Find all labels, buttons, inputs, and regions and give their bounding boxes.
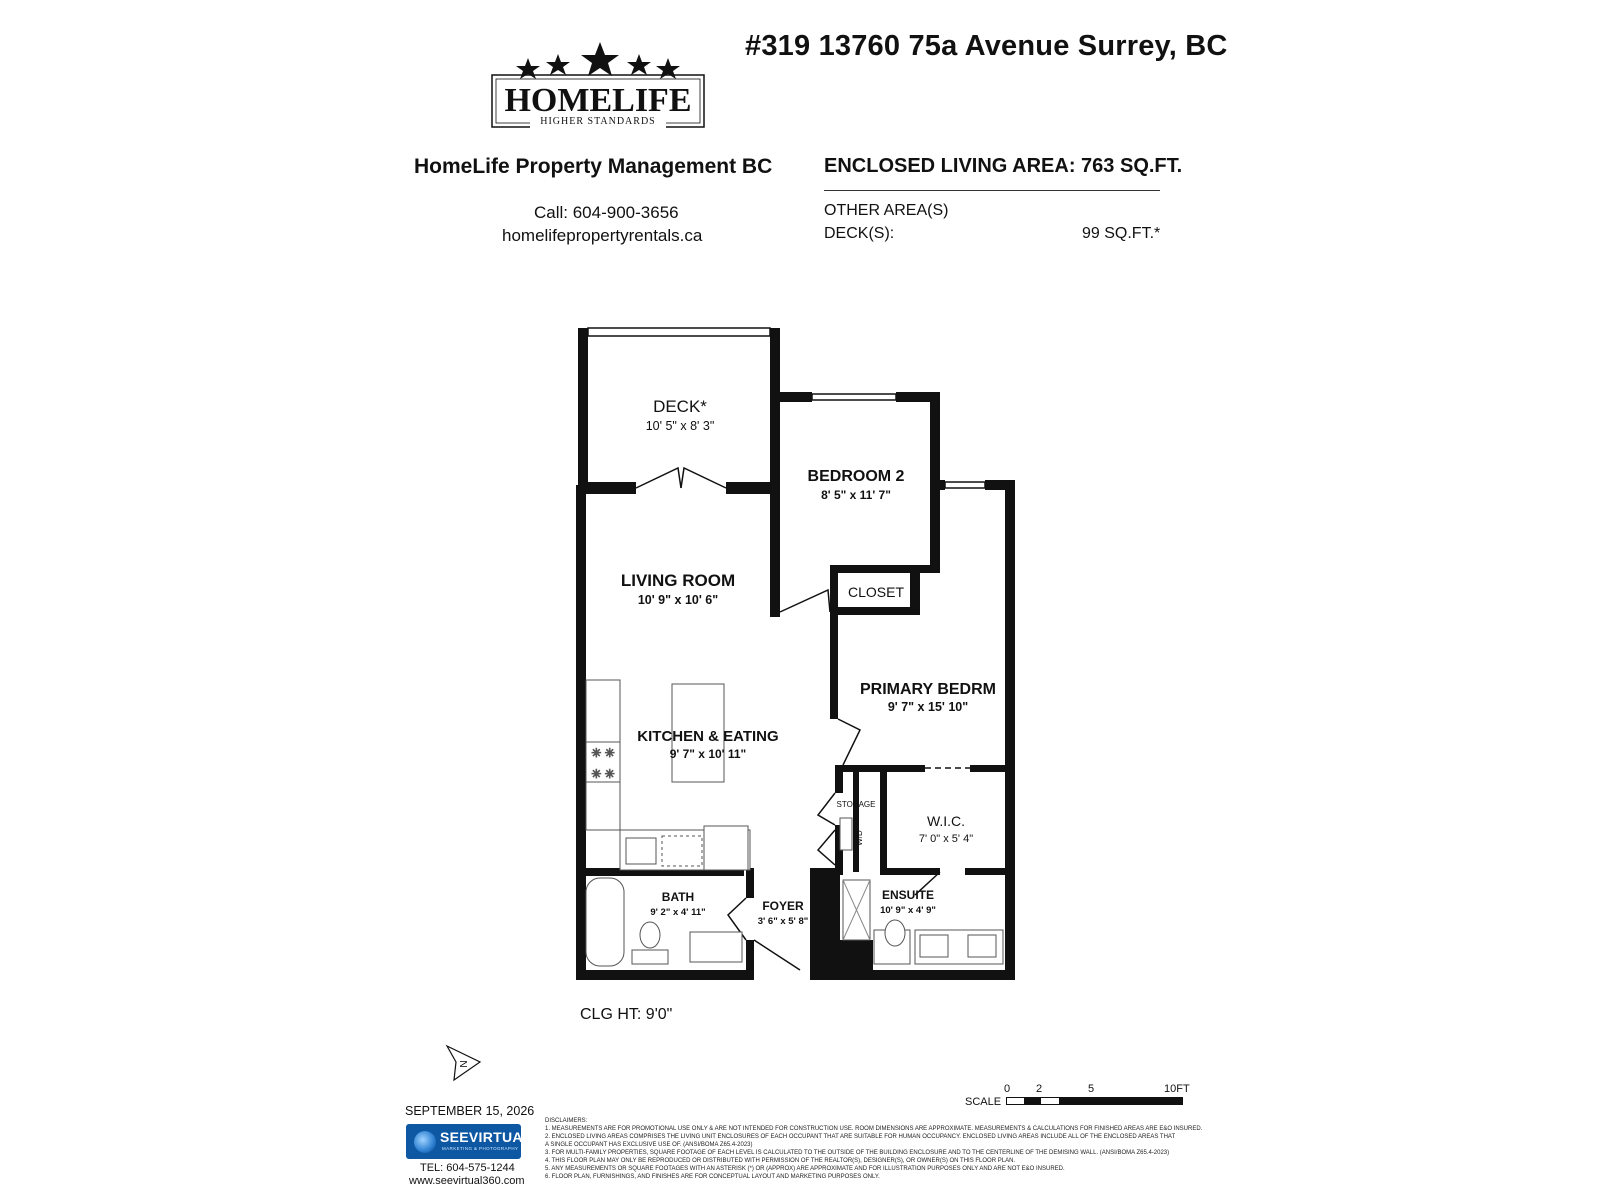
disclaimer-line: 1. MEASUREMENTS ARE FOR PROMOTIONAL USE ONLY & ARE NOT INTENDED FOR CONSTRUCTION USE. ROOM DIMENSIONS ARE APPROXIMATE. MEASUREMENTS & CALCULATIONS FOR FINISHED AREAS ARE E&O INSURED.	[545, 1126, 1203, 1132]
living-room-label: LIVING ROOM	[620, 571, 736, 590]
scale-label: SCALE	[965, 1096, 1002, 1108]
svg-text:✳ ✳: ✳ ✳	[591, 746, 615, 760]
website-link[interactable]: homelifepropertyrentals.ca	[502, 226, 703, 245]
bath-label: BATH	[661, 890, 695, 904]
disclaimer-line: 6. FLOOR PLAN, FURNISHINGS, AND FINISHES ARE FOR CONCEPTUAL LAYOUT AND MARKETING PURPOSES ONLY.	[545, 1174, 880, 1180]
north-label: N	[459, 1060, 470, 1068]
primary-bedroom-dims: 9' 7" x 15' 10"	[887, 700, 969, 714]
north-arrow-icon	[444, 1044, 494, 1084]
closet-label: CLOSET	[847, 584, 905, 600]
wd-label: W/D	[855, 830, 864, 846]
logo-tagline: HIGHER STANDARDS	[540, 116, 656, 127]
other-area-label: OTHER AREA(S)	[824, 202, 949, 219]
deck-area-value: 99 SQ.FT.*	[1082, 225, 1161, 242]
ensuite-label: ENSUITE	[881, 888, 935, 902]
deck-dims: 10' 5" x 8' 3"	[645, 419, 715, 433]
wic-dims: 7' 0" x 5' 4"	[918, 833, 974, 845]
kitchen-dims: 9' 7" x 10' 11"	[669, 747, 747, 761]
scale-bar	[1006, 1097, 1186, 1107]
property-address: #319 13760 75a Avenue Surrey, BC	[745, 30, 1228, 62]
scale-tick-0: 0	[1004, 1083, 1011, 1095]
svg-text:✳ ✳: ✳ ✳	[591, 767, 615, 781]
seevirtual-sub: MARKETING & PHOTOGRAPHY	[442, 1146, 519, 1151]
disclaimers	[545, 1117, 1205, 1181]
bedroom2-dims: 8' 5" x 11' 7"	[821, 488, 891, 502]
disclaimer-line: 5. ANY MEASUREMENTS OR SQUARE FOOTAGES WITH AN ASTERISK (*) OR (APPROX) ARE APPROXIMATE AND FOR ILLUSTRATION PURPOSES ONLY AND ARE NOT E&O INSURED.	[545, 1166, 1065, 1172]
disclaimer-line: 2. ENCLOSED LIVING AREAS COMPRISES THE LIVING UNIT ENCLOSURES OF EACH OCCUPANT THAT ARE SUITABLE FOR HUMAN OCCUPANCY. ENCLOSED LIVING AREAS INCLUDE ALL OF THE ENCLOSED AREAS THAT	[545, 1134, 1176, 1140]
living-room-dims: 10' 9" x 10' 6"	[637, 593, 719, 607]
globe-icon	[414, 1131, 436, 1153]
enclosed-area: ENCLOSED LIVING AREA: 763 SQ.FT.	[824, 155, 1183, 177]
primary-bedroom-label: PRIMARY BEDRM	[859, 681, 997, 698]
wic-label: W.I.C.	[926, 813, 966, 829]
windows	[588, 328, 985, 488]
seevirtual-web[interactable]: www.seevirtual360.com	[409, 1175, 525, 1187]
disclaimer-line: 3. FOR MULTI-FAMILY PROPERTIES, SQUARE FOOTAGE OF EACH LEVEL IS CALCULATED TO THE OUTSIDE OF THE BUILDING ENCLOSURE AND TO THE CENTERLINE OF THE DEMISING WALL. (ANSI/BOMA Z65.4-2023)	[545, 1150, 1170, 1156]
deck-area-label: DECK(S):	[824, 225, 895, 242]
disclaimer-line: A SINGLE OCCUPANT HAS EXCLUSIVE USE OF. (ANSI/BOMA Z65.4-2023)	[545, 1142, 753, 1148]
bath-dims: 9' 2" x 4' 11"	[650, 907, 706, 918]
kitchen-label: KITCHEN & EATING	[637, 728, 779, 745]
foyer-label: FOYER	[762, 899, 804, 913]
exterior-walls	[576, 328, 1015, 980]
ceiling-height: CLG HT: 9'0"	[580, 1006, 673, 1023]
disclaimer-line: 4. THIS FLOOR PLAN MAY ONLY BE REPRODUCED OR DISTRIBUTED WITH PERMISSION OF THE REALTOR(S), DESIGNER(S), OR OWNER(S) ON THIS FLOOR PLAN.	[545, 1158, 1016, 1164]
scale-tick-10: 10FT	[1164, 1083, 1190, 1095]
storage-label: STORAGE	[836, 800, 876, 809]
seevirtual-brand: SEEVIRTUAL	[440, 1129, 532, 1145]
company-name: HomeLife Property Management BC	[414, 155, 773, 178]
scale-tick-2: 2	[1036, 1083, 1043, 1095]
deck-label: DECK*	[653, 397, 707, 416]
plan-date: SEPTEMBER 15, 2026	[405, 1104, 535, 1118]
ensuite-dims: 10' 9" x 4' 9"	[880, 905, 936, 916]
washer-dryer	[840, 818, 852, 850]
phone-text: Call: 604-900-3656	[534, 203, 679, 222]
bedroom2-label: BEDROOM 2	[807, 468, 905, 485]
foyer-dims: 3' 6" x 5' 8"	[757, 916, 809, 927]
logo-brand: HOMELIFE	[504, 82, 692, 119]
scale-tick-5: 5	[1088, 1083, 1095, 1095]
disclaimer-line: DISCLAIMERS:	[545, 1118, 588, 1124]
kitchen-fixtures	[586, 680, 750, 870]
seevirtual-tel: TEL: 604-575-1244	[420, 1162, 515, 1174]
